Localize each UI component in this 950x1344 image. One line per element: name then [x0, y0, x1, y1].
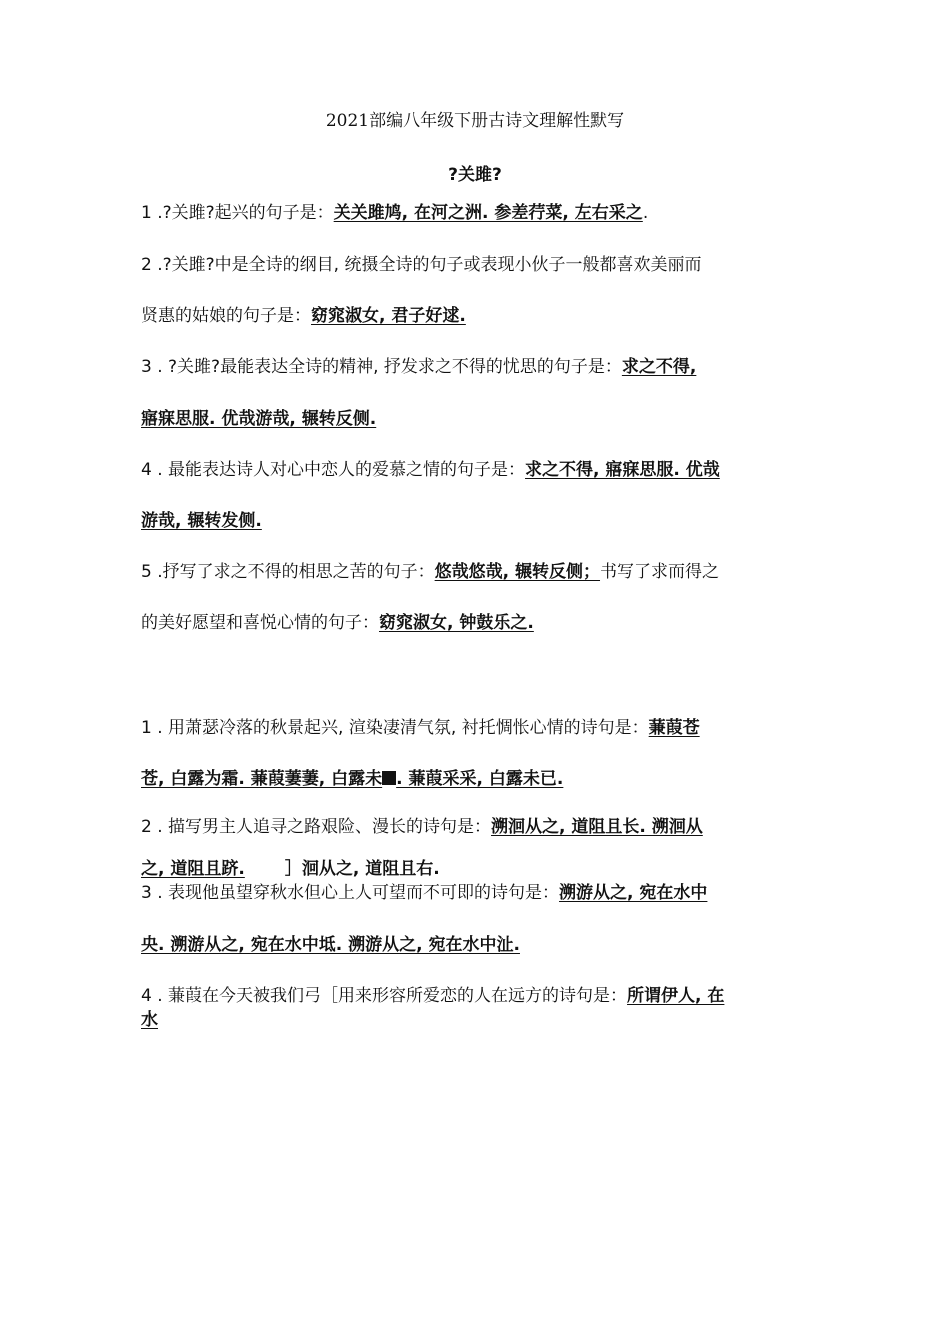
obscured-character-box	[382, 769, 396, 789]
question-line	[141, 408, 821, 430]
question-text: 5 .抒写了求之不得的相思之苦的句子：	[141, 562, 435, 582]
answer-text: . 蒹葭采采, 白露未已.	[396, 769, 564, 789]
answer-text: 苍, 白露为霜. 蒹葭萋萋, 白露未	[141, 769, 383, 789]
question-line	[141, 768, 821, 790]
black-box-icon	[382, 771, 396, 785]
question-line	[141, 858, 821, 880]
answer-text: 所谓伊人, 在	[627, 986, 725, 1006]
answer-text: 窈窕淑女, 君子好逑.	[311, 306, 466, 326]
question-text: 1 .?关雎?起兴的句子是：	[141, 203, 334, 223]
section-title-guanju: ?关雎?	[448, 165, 502, 185]
question-line	[141, 202, 821, 224]
answer-text: 寤寐思服. 优哉游哉, 辗转反侧.	[141, 409, 377, 429]
answer-text: 央. 溯游从之, 宛在水中坻. 溯游从之, 宛在水中沚.	[141, 935, 520, 955]
question-line	[141, 459, 821, 481]
answer-text: 游哉, 辗转发侧.	[141, 511, 262, 531]
question-line	[141, 254, 821, 276]
question-line	[141, 612, 821, 634]
question-line	[141, 882, 821, 904]
question-line	[141, 717, 821, 739]
tail-text: 书写了求而得之	[600, 562, 720, 582]
question-text: 1 . 用萧瑟冷落的秋景起兴, 渲染凄清气氛, 衬托惆怅心情的诗句是：	[141, 718, 649, 738]
question-line	[141, 510, 821, 532]
question-line	[141, 305, 821, 327]
answer-text: 窈窕淑女, 钟鼓乐之.	[379, 613, 534, 633]
question-text: 2 . 描写男主人追寻之路艰险、漫长的诗句是：	[141, 817, 492, 837]
question-text: 2 .?关雎?中是全诗的纲目, 统摄全诗的句子或表现小伙子一般都喜欢美丽而	[141, 255, 702, 275]
question-line	[141, 816, 821, 838]
question-text: 4 . 蒹葭在今天被我们弓［用来形容所爱恋的人在远方的诗句是：	[141, 986, 628, 1006]
answer-text: 溯游从之, 宛在水中	[559, 883, 708, 903]
extra-text: ］洄从之, 道阻且右.	[284, 859, 440, 879]
question-text: 3 . 表现他虽望穿秋水但心上人可望而不可即的诗句是：	[141, 883, 560, 903]
answer-text: 悠哉悠哉, 辗转反侧；	[434, 562, 601, 582]
document-title: 2021部编八年级下册古诗文理解性默写	[325, 111, 625, 131]
question-text: 贤惠的姑娘的句子是：	[141, 306, 311, 326]
answer-text: 关关雎鸠, 在河之洲. 参差荇菜, 左右采之	[333, 203, 643, 223]
answer-text: 之, 道阻且跻.	[141, 859, 245, 879]
question-line	[141, 356, 821, 378]
question-text: 的美好愿望和喜悦心情的句子：	[141, 613, 379, 633]
answer-text: 求之不得, 寤寐思服. 优哉	[525, 460, 720, 480]
answer-text: 蒹葭苍	[648, 718, 700, 738]
question-text: 3 . ?关雎?最能表达全诗的精神, 抒发求之不得的忧思的句子是：	[141, 357, 622, 377]
answer-text: 溯洄从之, 道阻且长. 溯洄从	[491, 817, 703, 837]
question-line	[141, 561, 821, 583]
question-line	[141, 1009, 821, 1031]
answer-text: 水	[141, 1010, 158, 1030]
answer-text: 求之不得,	[621, 357, 697, 377]
question-line	[141, 934, 821, 956]
tail-text: .	[642, 203, 649, 223]
question-line	[141, 985, 821, 1007]
question-text: 4 . 最能表达诗人对心中恋人的爱慕之情的句子是：	[141, 460, 526, 480]
